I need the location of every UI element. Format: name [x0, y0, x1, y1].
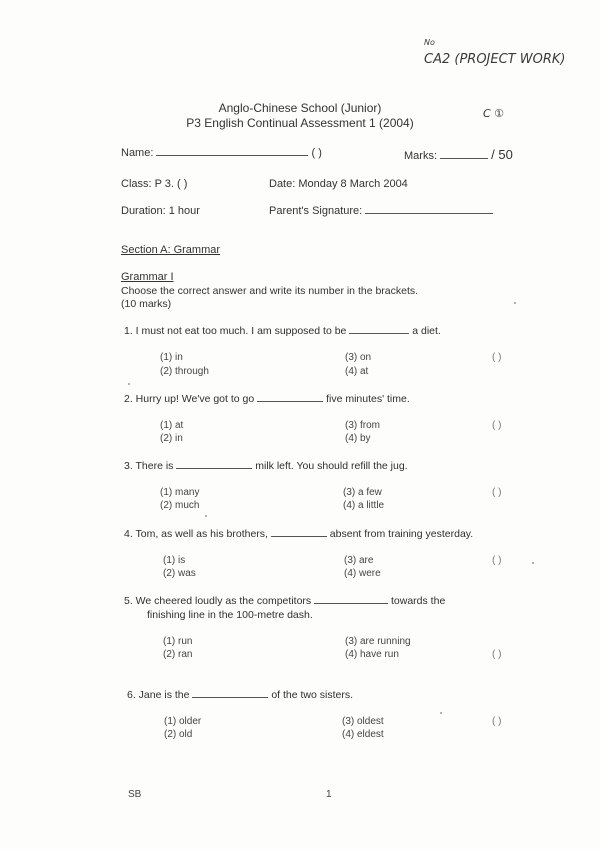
question-4 — [124, 528, 473, 540]
question-6-text-end: of the two sisters. — [271, 689, 354, 701]
question-1-text: 1. I must not eat too much. I am supposed to be — [124, 325, 347, 337]
q1-option-3: (3) on — [345, 352, 372, 363]
q5-option-1: (1) run — [163, 636, 193, 647]
q4-option-1: (1) is — [163, 555, 186, 566]
question-1-text-end: a diet. — [412, 325, 441, 337]
handwritten-note-small: No — [424, 38, 435, 47]
duration-field: Duration: 1 hour — [121, 205, 200, 217]
scan-speck — [128, 383, 130, 385]
q1-answer-bracket[interactable]: ( ) — [492, 352, 502, 363]
grammar-marks: (10 marks) — [121, 298, 172, 310]
question-3 — [124, 460, 408, 472]
q5-option-4: (4) have run — [345, 649, 399, 660]
q1-option-4: (4) at — [345, 366, 369, 377]
q2-answer-bracket[interactable]: ( ) — [492, 420, 502, 431]
q2-option-4: (4) by — [345, 433, 371, 444]
scan-speck — [532, 562, 534, 564]
q5-option-2: (2) ran — [163, 649, 193, 660]
q6-option-2: (2) old — [164, 729, 193, 740]
exam-title: P3 English Continual Assessment 1 (2004) — [186, 116, 414, 130]
question-3-text: 3. There is — [124, 460, 174, 472]
question-1-blank[interactable] — [349, 333, 409, 334]
signature-label: Parent's Signature: — [269, 205, 363, 217]
signature-field — [269, 205, 493, 217]
question-5-text-end: towards the — [391, 595, 446, 607]
signature-blank[interactable] — [365, 213, 493, 214]
q4-option-3: (3) are — [344, 555, 374, 566]
question-2-blank[interactable] — [257, 401, 323, 402]
name-field — [121, 147, 322, 159]
question-2-text: 2. Hurry up! We've got to go — [124, 393, 255, 405]
q3-option-1: (1) many — [160, 487, 200, 498]
question-4-text: 4. Tom, as well as his brothers, — [124, 528, 268, 540]
q2-option-1: (1) at — [160, 420, 184, 431]
class-field: Class: P 3. ( ) — [121, 178, 188, 190]
q3-option-4: (4) a little — [343, 500, 385, 511]
handwritten-note-project-work: CA2 (PROJECT WORK) — [424, 52, 566, 67]
q6-option-3: (3) oldest — [342, 716, 384, 727]
q4-answer-bracket[interactable]: ( ) — [492, 555, 502, 566]
section-title: Section A: Grammar — [121, 244, 221, 256]
question-6-blank[interactable] — [192, 697, 268, 698]
question-5-text: 5. We cheered loudly as the competitors — [124, 595, 312, 607]
q1-option-2: (2) through — [160, 366, 209, 377]
school-name: Anglo-Chinese School (Junior) — [218, 101, 382, 115]
question-5-blank[interactable] — [314, 603, 388, 604]
scan-speck — [205, 515, 207, 517]
scan-speck — [514, 302, 516, 304]
q1-option-1: (1) in — [160, 352, 183, 363]
q6-option-4: (4) eldest — [342, 729, 384, 740]
marks-label: Marks: — [404, 150, 437, 162]
question-5 — [124, 595, 445, 607]
q6-option-1: (1) older — [164, 716, 202, 727]
register-number-bracket: ( ) — [311, 147, 322, 159]
q6-answer-bracket[interactable]: ( ) — [492, 716, 502, 727]
question-4-text-end: absent from training yesterday. — [329, 528, 474, 540]
q4-option-2: (2) was — [163, 568, 196, 579]
question-2-text-end: five minutes' time. — [326, 393, 410, 405]
page-number: 1 — [326, 789, 332, 800]
marks-field — [404, 147, 513, 162]
q5-answer-bracket[interactable]: ( ) — [492, 649, 502, 660]
question-5-line-2: finishing line in the 100-metre dash. — [147, 609, 313, 621]
question-2 — [124, 393, 410, 405]
handwritten-margin-note: C ① — [483, 107, 505, 120]
date-field: Date: Monday 8 March 2004 — [269, 178, 408, 190]
q3-option-3: (3) a few — [343, 487, 382, 498]
question-3-blank[interactable] — [176, 468, 252, 469]
name-blank[interactable] — [156, 155, 308, 156]
footer-initials: SB — [128, 789, 142, 800]
q2-option-3: (3) from — [345, 420, 380, 431]
marks-blank[interactable] — [440, 158, 488, 159]
question-4-blank[interactable] — [271, 536, 327, 537]
q3-option-2: (2) much — [160, 500, 200, 511]
question-1 — [124, 325, 441, 337]
name-label: Name: — [121, 147, 154, 159]
q2-option-2: (2) in — [160, 433, 183, 444]
grammar-title: Grammar I — [121, 271, 174, 283]
grammar-instruction: Choose the correct answer and write its number in the brackets. — [121, 285, 419, 297]
q5-option-3: (3) are running — [345, 636, 411, 647]
q4-option-4: (4) were — [344, 568, 381, 579]
scan-speck — [440, 712, 442, 714]
question-3-text-end: milk left. You should refill the jug. — [255, 460, 408, 472]
question-6-text: 6. Jane is the — [127, 689, 190, 701]
question-6 — [127, 689, 353, 701]
marks-total: / 50 — [491, 147, 513, 162]
q3-answer-bracket[interactable]: ( ) — [492, 487, 502, 498]
